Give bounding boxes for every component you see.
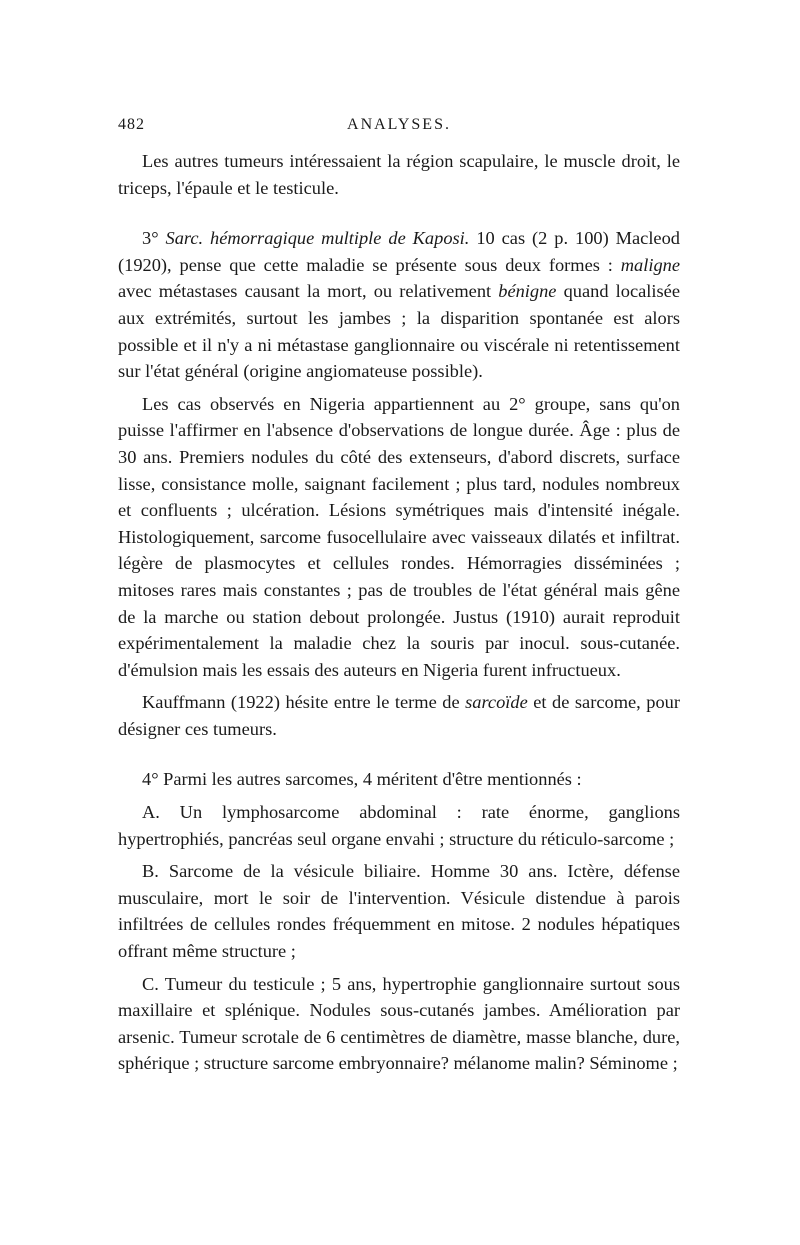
paragraph-text: avec métastases causant la mort, ou relativement [118, 281, 499, 302]
italic-term: sarcoïde [465, 692, 528, 713]
paragraph-autres-sarcomes: 4° Parmi les autres sarcomes, 4 méritent d'être mentionnés : [142, 769, 582, 790]
running-head [118, 112, 680, 138]
section-number: 3° [142, 228, 159, 249]
page-number: 482 [118, 116, 145, 133]
paragraph-item-c: C. Tumeur du testicule ; 5 ans, hypertrophie ganglionnaire surtout sous maxillaire et splénique. Nodules sous-cutanés jambes. Amélioration par arsenic. Tumeur scrotale de 6 centimètres de diamètre, masse blanche, dure, sphérique ; structure sarcome embryonnaire? mélanome malin? Séminome ; [118, 973, 680, 1074]
paragraph-nigeria: Les cas observés en Nigeria appartiennent au 2° groupe, sans qu'on puisse l'affirmer en l'absence d'observations de longue durée. Âge : plus de 30 ans. Premiers nodules du côté des extenseurs, d'abord discrets, surface lisse, consistance molle, saignant facilement ; plus tard, nodules nombreux et confluents ; ulcération. Lésions symétriques mais d'intensité inégale. Histologiquement, sarcome fusocellulaire avec vaisseaux dilatés et infiltrat. légère de plasmocytes et cellules rondes. Hémorragies disséminées ; mitoses rares mais constantes ; pas de troubles de l'état général mais gêne de la marche ou station debout prolongée. Justus (1910) aurait reproduit expérimentalement la maladie chez la souris par inocul. sous-cutanée. d'émulsion mais les essais des auteurs en Nigeria furent infructueux. [118, 393, 680, 680]
paragraph-text: Kauffmann (1922) hésite entre le terme de [142, 692, 466, 713]
italic-term: maligne [620, 254, 680, 275]
paragraph-kauffmann [118, 689, 680, 742]
paragraph-item-a: A. Un lymphosarcome abdominal : rate énorme, ganglions hypertrophiés, pancréas seul organe envahi ; structure du réticulo-sarcome ; [118, 802, 680, 849]
paragraph-text: quand localisée aux extrémités, surtout les jambes ; la disparition spontanée est alors possible et il n'y a ni métastase ganglionnaire ou viscérale ni retentissement sur l'état général (origine angiomateuse possible). [118, 281, 680, 382]
paragraph-item-b: B. Sarcome de la vésicule biliaire. Homme 30 ans. Ictère, défense musculaire, mort le soir de l'intervention. Vésicule distendue à parois infiltrées de cellules rondes fréquemment en mitose. 2 nodules hépatiques offrant même structure ; [118, 861, 680, 962]
paragraph-text: et de sarcome, pour désigner ces tumeurs. [118, 692, 680, 739]
paragraph-text: 10 cas (2 p. 100) Macleod (1920), pense que cette maladie se présente sous deux formes : [118, 228, 680, 275]
book-page [118, 112, 680, 1077]
paragraph-tumeurs-autres: Les autres tumeurs intéressaient la région scapulaire, le muscle droit, le triceps, l'épaule et le testicule. [118, 151, 680, 198]
section-heading-italic: Sarc. hémorragique multiple de Kaposi. [165, 228, 470, 249]
body-text [118, 148, 680, 1077]
italic-term: bénigne [498, 281, 557, 302]
running-title: ANALYSES. [347, 116, 451, 133]
paragraph-kaposi [118, 225, 680, 385]
